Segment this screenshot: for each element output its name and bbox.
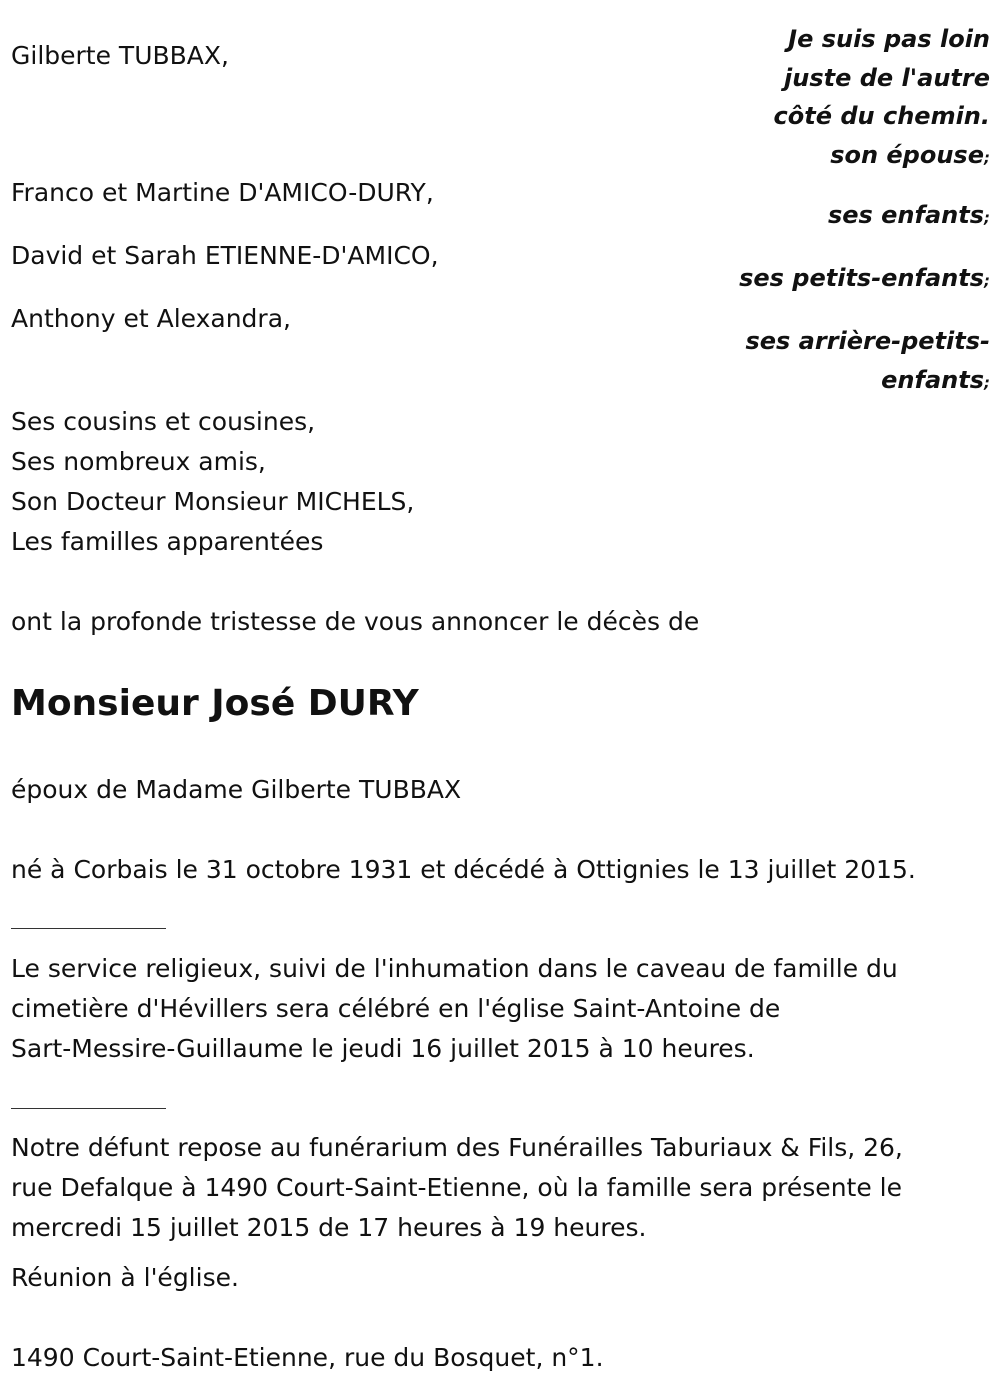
other-mourner: Ses nombreux amis, [11, 447, 266, 476]
spouse-line: époux de Madame Gilberte TUBBAX [11, 775, 462, 804]
birth-death-line: né à Corbais le 31 octobre 1931 et décédé à Ottignies le 13 juillet 2015. [11, 855, 916, 884]
deceased-name: Monsieur José DURY [11, 683, 419, 724]
other-mourner: Les familles apparentées [11, 527, 324, 556]
poem-and-relations [774, 20, 990, 177]
visitation-line-2: rue Defalque à 1490 Court-Saint-Etienne, où la famille sera présente le [11, 1173, 902, 1202]
separator-line [11, 1108, 166, 1109]
visitation-line-1: Notre défunt repose au funérarium des Funérailles Taburiaux & Fils, 26, [11, 1133, 903, 1162]
service-paragraph [11, 949, 971, 1069]
family-name-children: Franco et Martine D'AMICO-DURY, [11, 178, 434, 207]
poem-line-3: côté du chemin. [773, 102, 990, 130]
relation-spouse: son épouse; [830, 140, 990, 169]
separator-line [11, 928, 166, 929]
visitation-paragraph [11, 1128, 971, 1248]
service-line-3: Sart-Messire-Guillaume le jeudi 16 juillet 2015 à 10 heures. [11, 1034, 755, 1063]
family-name-grandchildren: David et Sarah ETIENNE-D'AMICO, [11, 241, 439, 270]
address-line: 1490 Court-Saint-Etienne, rue du Bosquet, n°1. [11, 1343, 604, 1372]
service-line-1: Le service religieux, suivi de l'inhumation dans le caveau de famille du [11, 954, 898, 983]
others-list [11, 402, 414, 562]
other-mourner: Ses cousins et cousines, [11, 407, 316, 436]
relation-grandchildren: ses petits-enfants; [739, 264, 990, 292]
meeting-note: Réunion à l'église. [11, 1263, 239, 1292]
announcement-text: ont la profonde tristesse de vous annoncer le décès de [11, 607, 700, 636]
other-mourner: Son Docteur Monsieur MICHELS, [11, 487, 415, 516]
family-name-spouse: Gilberte TUBBAX, [11, 41, 229, 70]
family-name-great-grandchildren: Anthony et Alexandra, [11, 304, 291, 333]
relation-great-grandchildren-line-2: enfants; [881, 365, 990, 394]
service-line-2: cimetière d'Hévillers sera célébré en l'église Saint-Antoine de [11, 994, 781, 1023]
visitation-line-3: mercredi 15 juillet 2015 de 17 heures à 19 heures. [11, 1213, 647, 1242]
poem-line-2: juste de l'autre [784, 63, 990, 92]
relation-great-grandchildren [745, 322, 990, 402]
relation-children: ses enfants; [827, 201, 990, 229]
poem-line-1: Je suis pas loin [788, 25, 990, 53]
relation-great-grandchildren-line-1: ses arrière-petits- [745, 327, 990, 355]
